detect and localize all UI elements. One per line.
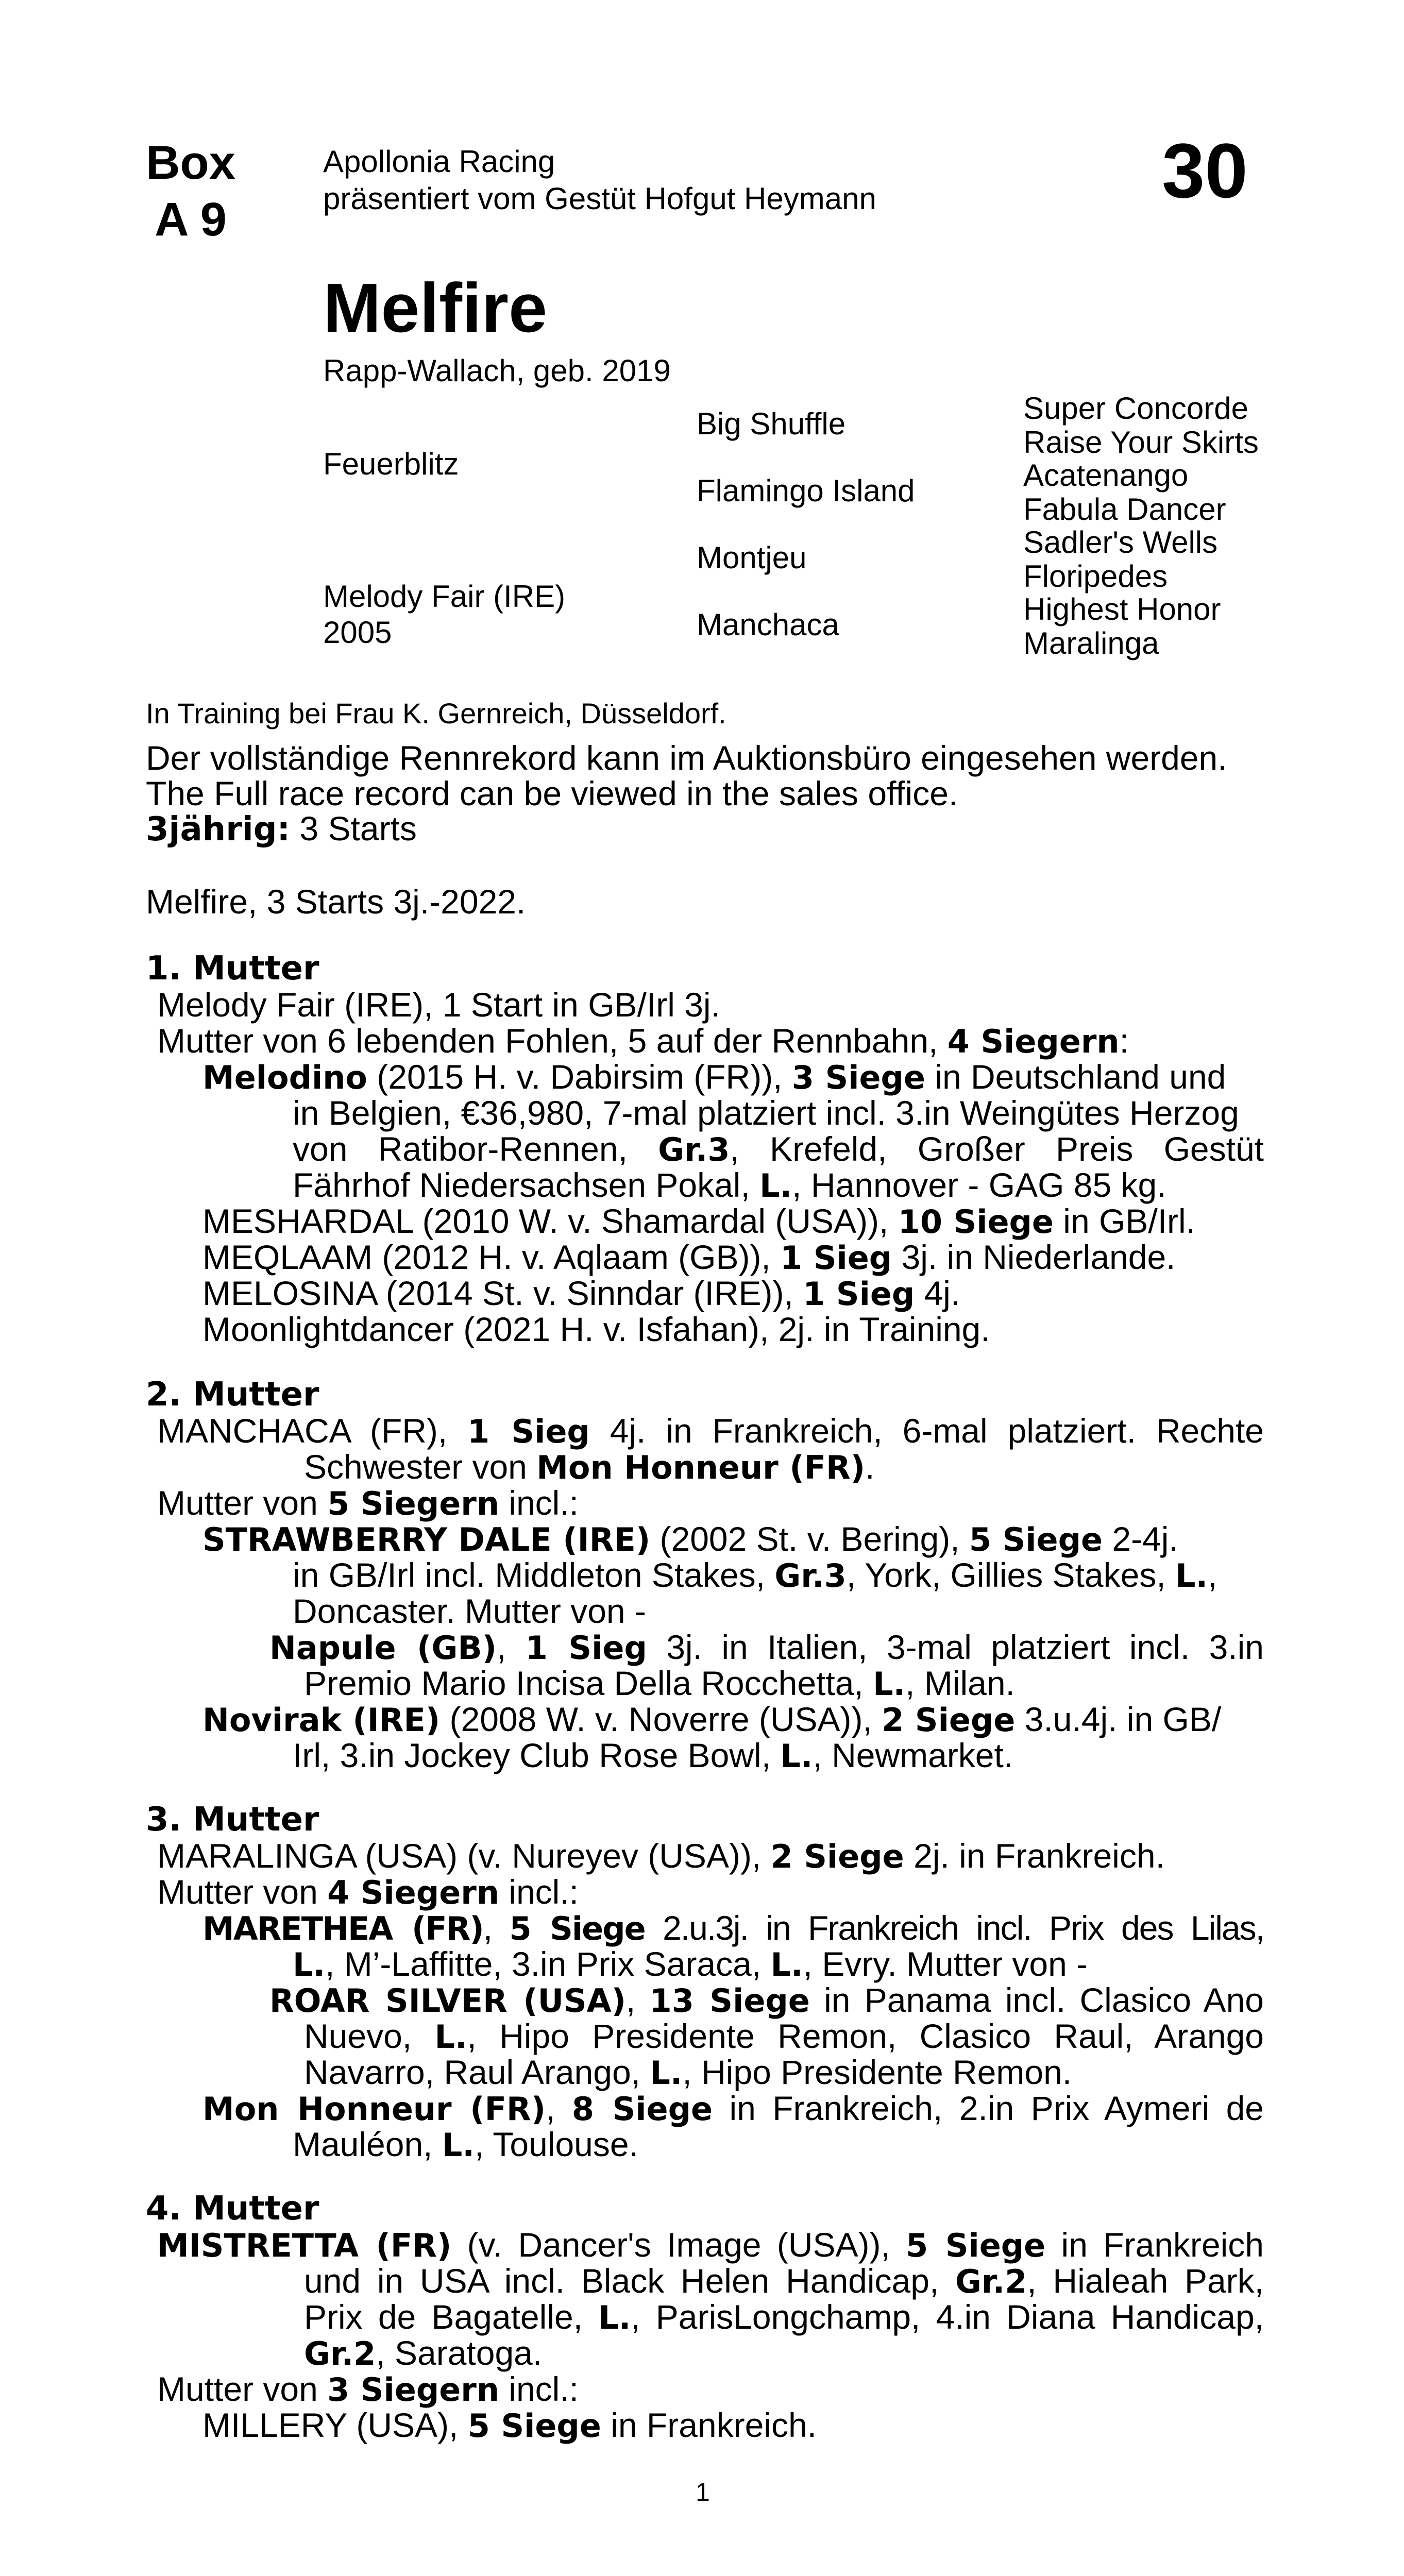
text-bold: 8 Siege	[571, 2090, 713, 2128]
text-bold: L.	[873, 1665, 906, 1703]
text-bold: 4 Siegern	[947, 1023, 1120, 1060]
text-bold: L.	[780, 1737, 813, 1775]
text-bold: 5 Siege	[467, 2407, 601, 2445]
text: , Hannover - GAG 85 kg.	[792, 1166, 1166, 1204]
text-line: Melody Fair (IRE), 1 Start in GB/Irl 3j.	[157, 986, 720, 1024]
text-bold: L.	[770, 1946, 803, 1984]
text: (2008 W. v. Noverre (USA)),	[440, 1700, 882, 1738]
text-bold: L.	[759, 1167, 792, 1205]
text-bold: 4 Siegern	[327, 1874, 499, 1911]
text-line	[304, 2054, 1072, 2091]
training-note: In Training bei Frau K. Gernreich, Düsseldorf.	[146, 697, 726, 730]
text: 2-4j.	[1103, 1520, 1178, 1558]
text: Irl, 3.in Jockey Club Rose Bowl,	[293, 1736, 781, 1774]
text-line	[293, 1737, 1013, 1774]
text-bold: Gr.2	[955, 2263, 1027, 2300]
pedigree-gen3-7: Highest Honor	[1023, 592, 1221, 626]
text-line	[202, 1275, 960, 1312]
text-bold: 5 Siege	[509, 1910, 645, 1947]
text: (v. Dancer's Image (USA)),	[451, 2226, 906, 2264]
text-line	[157, 1838, 1165, 1875]
text: MEQLAAM (2012 H. v. Aqlaam (GB)),	[202, 1238, 781, 1276]
text: , Hipo Presidente Remon, Clasico Raul, Arango	[467, 2017, 1264, 2055]
horse-description: Rapp-Wallach, geb. 2019	[323, 353, 671, 388]
text: ,	[497, 1628, 526, 1666]
text: 4j. in Frankreich, 6-mal platziert. Rechte	[589, 1412, 1264, 1450]
pedigree-sire: Feuerblitz	[323, 447, 459, 481]
text-line	[293, 1557, 1217, 1594]
pedigree-gen3-1: Super Concorde	[1023, 391, 1248, 426]
age3-record	[146, 809, 417, 849]
text-line	[304, 2018, 1264, 2055]
text: 3j. in Italien, 3-mal platziert incl. 3.in	[647, 1628, 1264, 1666]
text-line	[304, 1449, 874, 1486]
text-bold: 2 Siege	[882, 1701, 1016, 1739]
text: incl.:	[499, 1484, 579, 1522]
text: (2015 H. v. Dabirsim (FR)),	[367, 1058, 792, 1096]
text-bold: L.	[650, 2054, 683, 2092]
pedigree-dam-year: 2005	[323, 615, 392, 650]
text-line	[293, 1131, 1264, 1168]
text-bold: L.	[1175, 1557, 1208, 1595]
text-bold: 5 Siegern	[327, 1485, 499, 1522]
text: Fährhof Niedersachsen Pokal,	[293, 1166, 760, 1204]
text-bold: L.	[598, 2299, 631, 2336]
horse-name: Melfire	[323, 269, 548, 347]
section-title: 4. Mutter	[146, 2190, 319, 2228]
text: , Evry. Mutter von -	[803, 1945, 1088, 1983]
text-bold: L.	[293, 1946, 326, 1984]
text: 3.u.4j. in GB/	[1015, 1700, 1222, 1738]
text: MESHARDAL (2010 W. v. Shamardal (USA)),	[202, 1202, 898, 1240]
pedigree-dam: Melody Fair (IRE)	[323, 579, 566, 614]
text-bold: 1 Sieg	[780, 1239, 892, 1277]
text: ,	[626, 1981, 650, 2019]
text: in Frankreich.	[601, 2406, 817, 2444]
text: ,	[483, 1909, 510, 1947]
text-line	[202, 1059, 1226, 1096]
text: (2002 St. v. Bering),	[650, 1520, 969, 1558]
text-bold: Napule (GB)	[269, 1629, 497, 1667]
text: MELOSINA (2014 St. v. Sinndar (IRE)),	[202, 1274, 803, 1312]
text-bold: Mon Honneur (FR)	[202, 2090, 546, 2128]
text: Mutter von	[157, 1484, 328, 1522]
text: MARALINGA (USA) (v. Nureyev (USA)),	[157, 1837, 771, 1875]
section-title: 1. Mutter	[146, 950, 319, 988]
text: Premio Mario Incisa Della Rocchetta,	[304, 1664, 873, 1702]
text-bold: MISTRETTA (FR)	[157, 2227, 452, 2264]
text: ,	[546, 2089, 572, 2127]
text-line	[157, 1874, 579, 1911]
text-bold: 10 Siege	[898, 1203, 1054, 1241]
consignor-line-2: präsentiert vom Gestüt Hofgut Heymann	[323, 181, 876, 216]
text-bold: 2 Siege	[770, 1838, 904, 1875]
text: von Ratibor-Rennen,	[293, 1130, 658, 1168]
text-bold: 5 Siege	[906, 2227, 1046, 2264]
text-line	[202, 1910, 1264, 1947]
pedigree-gen3-3: Acatenango	[1023, 458, 1189, 493]
page-number: 1	[696, 2478, 710, 2506]
text-bold: Novirak (IRE)	[202, 1701, 441, 1739]
text-line	[293, 2126, 638, 2163]
pedigree-gen3-4: Fabula Dancer	[1023, 492, 1226, 527]
text-line	[202, 1521, 1178, 1558]
text: in Frankreich, 2.in Prix Aymeri de	[713, 2089, 1264, 2127]
text: , Saratoga.	[376, 2334, 543, 2372]
pedigree-gen3-6: Floripedes	[1023, 559, 1168, 594]
text-line	[202, 2090, 1264, 2127]
pedigree-gen2-4: Manchaca	[697, 607, 839, 642]
text-bold: 13 Siege	[649, 1982, 810, 2020]
pedigree-gen3-8: Maralinga	[1023, 626, 1159, 660]
text: MANCHACA (FR),	[157, 1412, 468, 1450]
text: in Frankreich	[1045, 2226, 1264, 2264]
text-bold: 5 Siege	[969, 1521, 1103, 1558]
text-bold: L.	[442, 2126, 475, 2164]
text-bold: Gr.2	[304, 2335, 376, 2372]
text-line	[293, 1167, 1166, 1204]
box-number: A 9	[155, 193, 227, 246]
text: Mutter von	[157, 1873, 328, 1911]
text: und in USA incl. Black Helen Handicap,	[304, 2262, 956, 2300]
text-line	[202, 1203, 1195, 1240]
pedigree-gen2-1: Big Shuffle	[697, 406, 846, 441]
pedigree-gen2-2: Flamingo Island	[697, 473, 915, 508]
record-note-en: The Full race record can be viewed in the sales office.	[146, 774, 958, 812]
text: , ParisLongchamp, 4.in Diana Handicap,	[631, 2298, 1264, 2336]
text: 3j. in Niederlande.	[892, 1238, 1176, 1276]
age3-label: 3jährig:	[146, 810, 291, 849]
lot-number: 30	[1162, 127, 1248, 214]
text: , M’-Laffitte, 3.in Prix Saraca,	[325, 1945, 771, 1983]
box-label: Box	[146, 137, 235, 189]
text: Schwester von	[304, 1448, 537, 1486]
text: Mauléon,	[293, 2125, 442, 2163]
text: Nuevo,	[304, 2017, 435, 2055]
text: ,	[1208, 1556, 1217, 1594]
text: in GB/Irl.	[1053, 1202, 1196, 1240]
text-bold: MARETHEA (FR)	[202, 1910, 483, 1947]
text-bold: 1 Sieg	[467, 1413, 590, 1450]
text-line	[304, 2299, 1264, 2336]
text-line	[157, 1485, 579, 1522]
text-bold: L.	[434, 2018, 467, 2056]
text-bold: Gr.3	[774, 1557, 847, 1595]
text-line	[202, 2407, 817, 2444]
text: incl.:	[499, 2370, 579, 2408]
text: 2.u.3j. in Frankreich incl. Prix des Lilas,	[645, 1909, 1264, 1947]
text-line	[304, 1665, 1015, 1702]
pedigree-gen3-2: Raise Your Skirts	[1023, 425, 1259, 460]
text-bold: 1 Sieg	[525, 1629, 647, 1667]
text: 4j.	[915, 1274, 960, 1312]
text: in Deutschland und	[925, 1058, 1226, 1096]
text: , Milan.	[905, 1664, 1015, 1702]
text: 2j. in Frankreich.	[904, 1837, 1165, 1875]
text: , Toulouse.	[474, 2125, 638, 2163]
text: Mutter von 6 lebenden Fohlen, 5 auf der Rennbahn,	[157, 1022, 948, 1060]
text: Navarro, Raul Arango,	[304, 2053, 650, 2091]
pedigree-gen3-5: Sadler's Wells	[1023, 525, 1218, 560]
text: incl.:	[499, 1873, 579, 1911]
text: , York, Gillies Stakes,	[846, 1556, 1175, 1594]
text-line	[202, 1701, 1221, 1738]
pedigree-gen2-3: Montjeu	[697, 540, 807, 575]
text-line	[202, 1239, 1176, 1276]
record-note-de: Der vollständige Rennrekord kann im Auktionsbüro eingesehen werden.	[146, 739, 1227, 777]
text-line	[157, 2371, 579, 2408]
text: MILLERY (USA),	[202, 2406, 468, 2444]
text: , Krefeld, Großer Preis Gestüt	[730, 1130, 1264, 1168]
text-line: Moonlightdancer (2021 H. v. Isfahan), 2j. in Training.	[202, 1310, 990, 1348]
text-line	[293, 1946, 1088, 1983]
text-line	[304, 2263, 1264, 2300]
text-line	[269, 1629, 1264, 1666]
text: in GB/Irl incl. Middleton Stakes,	[293, 1556, 775, 1594]
consignor-line-1: Apollonia Racing	[323, 144, 555, 179]
section-title: 3. Mutter	[146, 1801, 319, 1839]
text-bold: Melodino	[202, 1059, 367, 1096]
text-line	[157, 1413, 1264, 1450]
text: , Hipo Presidente Remon.	[682, 2053, 1072, 2091]
summary: Melfire, 3 Starts 3j.-2022.	[146, 883, 526, 921]
text-line	[157, 2227, 1264, 2264]
text-bold: Mon Honneur (FR)	[536, 1449, 866, 1486]
text: .	[865, 1448, 875, 1486]
text: , Newmarket.	[813, 1736, 1013, 1774]
text-bold: STRAWBERRY DALE (IRE)	[202, 1521, 651, 1558]
text-bold: ROAR SILVER (USA)	[269, 1982, 626, 2020]
text-bold: Gr.3	[658, 1131, 730, 1168]
text: , Hialeah Park,	[1027, 2262, 1264, 2300]
text-bold: 3 Siegern	[327, 2371, 499, 2409]
text: Mutter von	[157, 2370, 328, 2408]
text-line	[304, 2335, 542, 2372]
text-bold: 1 Sieg	[803, 1275, 915, 1313]
text-line	[269, 1982, 1264, 2019]
text-bold: 3 Siege	[791, 1059, 925, 1096]
text-line: Doncaster. Mutter von -	[293, 1592, 646, 1630]
section-title: 2. Mutter	[146, 1376, 319, 1414]
text-line	[157, 1023, 1129, 1060]
text: :	[1119, 1022, 1129, 1060]
text: in Panama incl. Clasico Ano	[809, 1981, 1264, 2019]
text: Prix de Bagatelle,	[304, 2298, 599, 2336]
age3-value: 3 Starts	[290, 809, 417, 848]
text-line: in Belgien, €36,980, 7-mal platziert incl. 3.in Weingütes Herzog	[293, 1094, 1239, 1132]
